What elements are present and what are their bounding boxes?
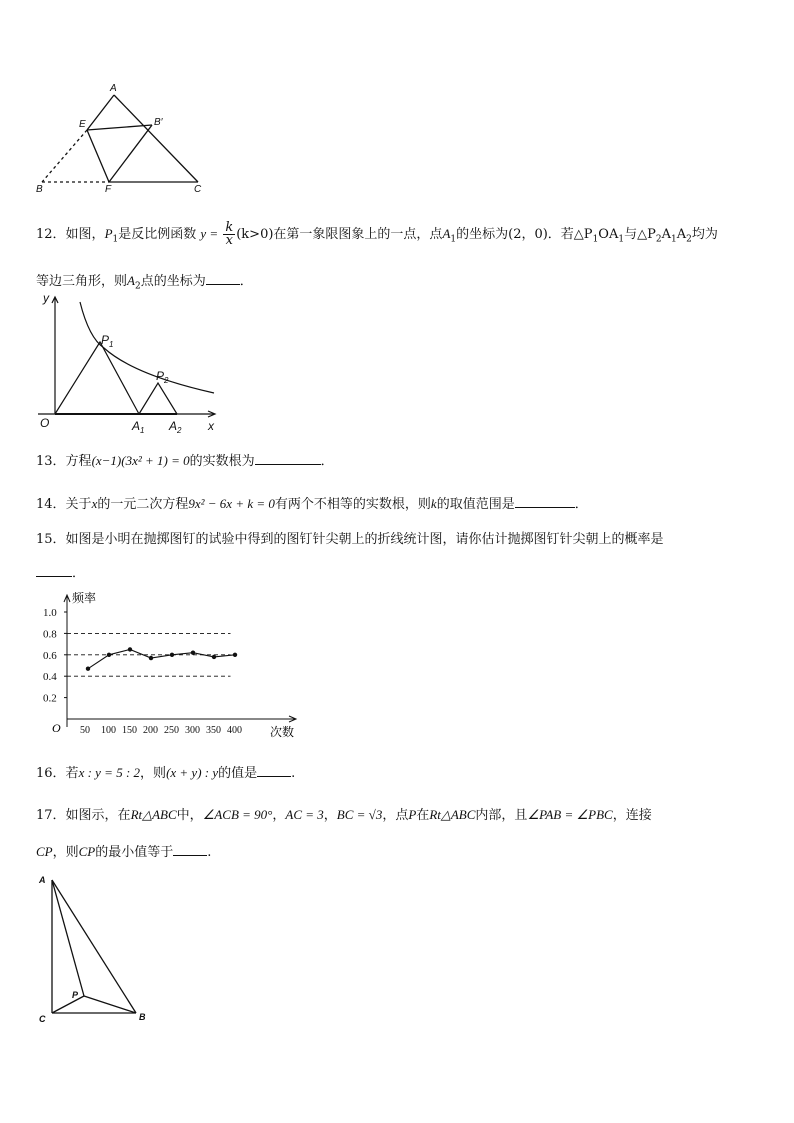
data-point (170, 653, 174, 657)
q14-end: ． (574, 497, 588, 512)
fig17-segment-PC (52, 996, 84, 1013)
data-point (86, 667, 90, 671)
q12-text: 点的坐标为 (140, 274, 206, 289)
fig12-p1-letter: P (101, 333, 110, 347)
answer-blank-12[interactable] (206, 272, 240, 285)
q12-frac-num: k (225, 220, 234, 235)
fig12-hyperbola (80, 302, 214, 393)
q17-text: 中， (176, 808, 203, 823)
question-13 (36, 452, 334, 471)
q12-a2-sub: 2 (134, 281, 141, 292)
q12-end: ． (239, 274, 253, 289)
y-tick-label: 1.0 (43, 607, 57, 619)
fig12-a1-sub: 1 (140, 426, 145, 435)
answer-blank-13[interactable] (255, 452, 321, 465)
q14-text: 的一元二次方程 (97, 497, 189, 512)
question-15-line2 (36, 564, 85, 583)
q12-text: 的坐标为(2，0)．若△P (456, 227, 593, 242)
q17-ac: AC = 3 (285, 807, 324, 822)
q13-text: 的实数根为 (189, 454, 255, 469)
q14-text: 关于 (65, 497, 92, 512)
x-tick-label: 300 (185, 725, 200, 736)
q17-text: 内部，且 (475, 808, 528, 823)
q12-p1-sub: 1 (112, 234, 119, 245)
fig12-triangle-P2A1A2 (139, 383, 177, 414)
answer-blank-17[interactable] (173, 843, 207, 856)
q17-text: 在 (416, 808, 430, 823)
fig12-a2-sub: 2 (177, 426, 182, 435)
data-point (212, 655, 216, 659)
q16-text: 若 (65, 766, 79, 781)
q14-text: 有两个不相等的实数根，则 (274, 497, 431, 512)
chart-marks (43, 607, 242, 736)
fig12-label-P2 (156, 369, 169, 385)
question-15-line1 (36, 531, 664, 549)
data-point (107, 653, 111, 657)
q12-a2: A (127, 273, 135, 288)
x-tick-label: 350 (206, 725, 221, 736)
fig11-label-C: C (194, 184, 202, 195)
fig12-label-O: O (40, 416, 50, 430)
q12-y-eq: y = (200, 226, 219, 241)
fig12-p2-letter: P (156, 369, 165, 383)
fig17-segment-AP (52, 880, 84, 996)
chart-xlabel: 次数 (270, 725, 295, 739)
q12-text: A (661, 227, 671, 242)
q12-text: 等边三角形，则 (36, 274, 128, 289)
q15-text: 如图是小明在抛掷图钉的试验中得到的图钉针尖朝上的折线统计图，请你估计抛掷图钉针尖朝上的概率是 (65, 532, 664, 547)
q12-text: 均为 (691, 227, 718, 242)
q17-triangle: Rt△ABC (130, 807, 177, 822)
q14-var-k: k (430, 496, 437, 511)
fig12-a2-letter: A (169, 419, 178, 433)
q16-end: . (291, 766, 296, 781)
q12-fraction (223, 222, 235, 247)
q17-text: 如图示，在 (65, 808, 131, 823)
question-number: 12． (36, 227, 66, 242)
q12-text: A (676, 227, 687, 242)
question-17-line1 (36, 806, 652, 825)
q17-end: . (207, 845, 212, 860)
q15-end: ． (72, 566, 86, 581)
fig17-label-B: B (139, 1012, 146, 1022)
fig11-label-F: F (105, 184, 112, 195)
q12-sub: 1 (618, 234, 625, 245)
q12-sub: 2 (655, 234, 662, 245)
question-number: 15． (36, 532, 66, 547)
fig12-p2-sub: 2 (164, 376, 169, 385)
q12-a1: A (442, 226, 451, 241)
chart-origin-label: O (52, 721, 61, 735)
q14-var-x: x (91, 496, 98, 511)
q17-triangle: Rt△ABC (429, 807, 476, 822)
fig17-label-C: C (39, 1014, 46, 1024)
q16-expression: (x + y) : y (166, 765, 219, 780)
y-tick-label: 0.8 (43, 628, 57, 641)
fig11-label-A: A (110, 83, 117, 94)
question-12-line1 (36, 222, 718, 249)
q12-a1-sub: 1 (450, 234, 457, 245)
fig11-segment-EB' (87, 125, 152, 130)
q17-text: ，则 (52, 845, 79, 860)
question-number: 13． (36, 454, 66, 469)
x-tick-label: 50 (80, 725, 90, 736)
fig11-label-B-prime: B′ (154, 117, 163, 128)
q12-sub: 1 (592, 234, 599, 245)
x-tick-label: 100 (101, 725, 116, 736)
q17-text: ， (323, 808, 337, 823)
fig12-p1-sub: 1 (109, 340, 114, 349)
q12-sub: 2 (686, 234, 692, 245)
q12-sub: 1 (670, 234, 677, 245)
q17-text: 的最小值等于 (95, 845, 174, 860)
q12-frac-den: x (225, 233, 233, 248)
q16-text: ，则 (140, 766, 167, 781)
q16-text: 的值是 (218, 766, 258, 781)
fig11-segment-EF (87, 130, 109, 182)
y-tick-label: 0.2 (43, 692, 57, 705)
x-tick-label: 400 (227, 725, 242, 736)
y-tick-label: 0.4 (43, 671, 57, 684)
data-point (149, 656, 153, 660)
q17-bc: BC = √3 (336, 807, 383, 822)
q16-ratio: x : y = 5 : 2 (78, 765, 141, 780)
q12-p1: P (104, 226, 113, 241)
figure-q11 (30, 80, 220, 198)
fig11-side-AB (87, 95, 114, 130)
q17-point-p: P (408, 807, 417, 822)
fig11-segment-FB' (109, 125, 152, 182)
answer-blank-14[interactable] (515, 495, 575, 508)
q17-text: ，连接 (612, 808, 652, 823)
fig12-triangle-P1OA1 (55, 342, 139, 414)
fig17-side-AB (52, 880, 136, 1013)
fig12-label-y: y (43, 291, 49, 305)
q12-condition: (k>0) (236, 227, 274, 242)
q12-text: 是反比例函数 (118, 227, 197, 242)
q14-text: 的取值范围是 (436, 497, 515, 512)
fig12-label-P1 (101, 333, 113, 349)
answer-blank-16[interactable] (257, 764, 291, 777)
fig17-label-A: A (39, 875, 46, 885)
question-14 (36, 495, 588, 514)
question-number: 17． (36, 808, 66, 823)
x-tick-label: 150 (122, 725, 137, 736)
fig12-a1-letter: A (132, 419, 141, 433)
figure-q12 (34, 290, 224, 438)
q17-angle-eq: ∠PAB = ∠PBC (527, 807, 613, 822)
q12-text: OA (598, 227, 619, 242)
q17-text: ， (272, 808, 286, 823)
q13-end: ． (320, 454, 334, 469)
series-line (88, 649, 235, 668)
q12-text: 在第一象限图象上的一点，点 (273, 227, 443, 242)
fig12-label-A2 (168, 419, 182, 435)
q13-text: 方程 (65, 454, 92, 469)
data-point (233, 653, 237, 657)
figure-q17 (34, 870, 164, 1030)
x-tick-label: 250 (164, 725, 179, 736)
data-point (191, 650, 195, 654)
q13-equation: (x−1)(3x² + 1) = 0 (91, 453, 190, 468)
fig12-label-A1 (131, 419, 144, 435)
data-point (128, 647, 132, 651)
q17-cp: CP (36, 844, 53, 859)
question-16 (36, 764, 295, 783)
x-tick-label: 200 (143, 725, 158, 736)
fig11-label-B: B (36, 184, 43, 195)
question-number: 16． (36, 766, 66, 781)
fig11-label-E: E (79, 119, 86, 130)
fig17-segment-PB (84, 996, 136, 1013)
q12-text: 如图， (65, 227, 105, 242)
q17-angle: ∠ACB = 90° (202, 807, 273, 822)
fig11-dashed-EB (42, 130, 87, 182)
answer-blank-15[interactable] (36, 564, 72, 577)
question-17-line2 (36, 843, 211, 862)
y-tick-label: 0.6 (43, 649, 57, 662)
q17-text: ，点 (382, 808, 409, 823)
q12-text: 与△P (624, 227, 656, 242)
fig11-side-AC (114, 95, 198, 182)
frequency-line-chart (30, 588, 310, 748)
fig12-label-x: x (208, 419, 214, 433)
chart-ylabel: 频率 (72, 591, 97, 605)
q14-equation: 9x² − 6x + k = 0 (188, 496, 275, 511)
question-number: 14． (36, 497, 66, 512)
fig17-label-P: P (72, 990, 79, 1000)
q17-cp: CP (78, 844, 96, 859)
